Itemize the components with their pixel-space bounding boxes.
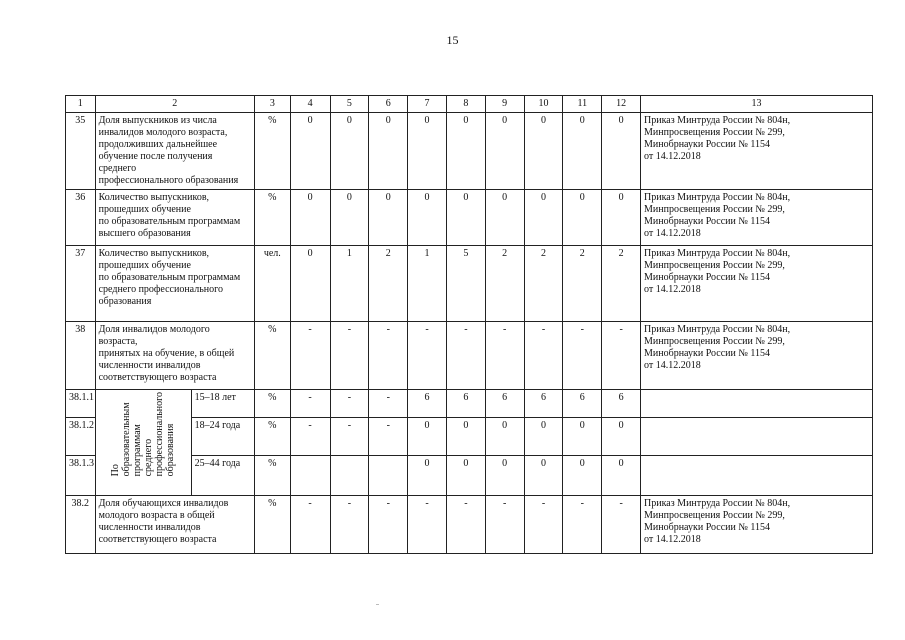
unit-cell: %	[254, 113, 290, 190]
unit-cell: %	[254, 496, 290, 554]
unit-cell: %	[254, 418, 290, 456]
header-cell: 3	[254, 96, 290, 113]
unit-cell: %	[254, 390, 290, 418]
value-cell	[369, 456, 408, 496]
value-cell: 0	[485, 190, 524, 246]
value-cell: -	[330, 418, 369, 456]
value-cell: -	[369, 390, 408, 418]
value-cell: 0	[485, 418, 524, 456]
value-cell: 0	[602, 456, 641, 496]
source-cell	[641, 418, 873, 456]
source-cell: Приказ Минтруда России № 804н, Минпросвещения России № 299, Минобрнауки России № 1154 от 14.12.2018	[641, 496, 873, 554]
indicator-label: Доля обучающихся инвалидов молодого возраста в общей численности инвалидов соответствующего возраста	[95, 496, 254, 554]
indicator-label: Доля инвалидов молодого возраста, принятых на обучение, в общей численности инвалидов соответствующего возраста	[95, 322, 254, 390]
value-cell: 0	[408, 113, 447, 190]
source-cell	[641, 390, 873, 418]
value-cell: 0	[369, 113, 408, 190]
row-number: 38.2	[66, 496, 96, 554]
value-cell	[330, 456, 369, 496]
value-cell: -	[563, 496, 602, 554]
value-cell: 2	[485, 246, 524, 322]
header-cell: 12	[602, 96, 641, 113]
source-cell: Приказ Минтруда России № 804н, Минпросвещения России № 299, Минобрнауки России № 1154 от 14.12.2018	[641, 246, 873, 322]
table-row	[66, 322, 873, 390]
indicator-label: Количество выпускников, прошедших обучение по образовательным программам среднего профессионального образования	[95, 246, 254, 322]
value-cell: 0	[446, 113, 485, 190]
value-cell: -	[369, 496, 408, 554]
subgroup-label-cell	[95, 390, 191, 496]
value-cell: 0	[330, 190, 369, 246]
value-cell: -	[485, 496, 524, 554]
value-cell: -	[408, 322, 447, 390]
value-cell: -	[602, 322, 641, 390]
indicators-table	[65, 95, 873, 554]
value-cell: -	[408, 496, 447, 554]
age-group-label: 15–18 лет	[191, 390, 254, 418]
value-cell: 0	[485, 113, 524, 190]
value-cell: -	[524, 496, 563, 554]
table-row	[66, 113, 873, 190]
value-cell: 2	[563, 246, 602, 322]
value-cell: 5	[446, 246, 485, 322]
value-cell: 0	[563, 418, 602, 456]
age-group-label: 25–44 года	[191, 456, 254, 496]
header-cell: 10	[524, 96, 563, 113]
value-cell: 0	[485, 456, 524, 496]
source-cell: Приказ Минтруда России № 804н, Минпросвещения России № 299, Минобрнауки России № 1154 от 14.12.2018	[641, 190, 873, 246]
unit-cell: %	[254, 190, 290, 246]
value-cell: 0	[408, 418, 447, 456]
value-cell: 6	[485, 390, 524, 418]
header-cell: 1	[66, 96, 96, 113]
value-cell: 0	[524, 456, 563, 496]
unit-cell: %	[254, 322, 290, 390]
value-cell: 0	[446, 190, 485, 246]
header-cell: 7	[408, 96, 447, 113]
value-cell: -	[446, 322, 485, 390]
value-cell: 0	[408, 190, 447, 246]
value-cell: -	[290, 496, 330, 554]
header-cell: 11	[563, 96, 602, 113]
value-cell: 1	[408, 246, 447, 322]
value-cell: 2	[369, 246, 408, 322]
value-cell: -	[369, 418, 408, 456]
value-cell: 0	[524, 418, 563, 456]
value-cell: -	[290, 322, 330, 390]
header-cell: 4	[290, 96, 330, 113]
value-cell: 0	[290, 246, 330, 322]
value-cell: 0	[330, 113, 369, 190]
value-cell: 1	[330, 246, 369, 322]
value-cell: 0	[290, 113, 330, 190]
value-cell: -	[446, 496, 485, 554]
value-cell: 0	[563, 456, 602, 496]
row-number: 38	[66, 322, 96, 390]
value-cell: 6	[602, 390, 641, 418]
row-number: 37	[66, 246, 96, 322]
header-cell: 2	[95, 96, 254, 113]
source-cell: Приказ Минтруда России № 804н, Минпросвещения России № 299, Минобрнауки России № 1154 от 14.12.2018	[641, 322, 873, 390]
value-cell: -	[563, 322, 602, 390]
header-cell: 5	[330, 96, 369, 113]
value-cell: 0	[369, 190, 408, 246]
header-cell: 6	[369, 96, 408, 113]
value-cell: -	[524, 322, 563, 390]
value-cell: 0	[446, 418, 485, 456]
value-cell: 0	[602, 418, 641, 456]
age-group-label: 18–24 года	[191, 418, 254, 456]
header-cell: 13	[641, 96, 873, 113]
indicator-label: Количество выпускников, прошедших обучение по образовательным программам высшего образования	[95, 190, 254, 246]
value-cell: -	[602, 496, 641, 554]
header-cell: 8	[446, 96, 485, 113]
value-cell: -	[330, 496, 369, 554]
row-number: 38.1.3	[66, 456, 96, 496]
value-cell: 6	[563, 390, 602, 418]
subgroup-label: По образовательным программам среднего профессионального образования	[110, 392, 177, 477]
scan-artifact	[376, 604, 379, 605]
row-number: 35	[66, 113, 96, 190]
value-cell: -	[369, 322, 408, 390]
table-row	[66, 390, 873, 418]
table-row	[66, 496, 873, 554]
row-number: 36	[66, 190, 96, 246]
unit-cell: чел.	[254, 246, 290, 322]
indicator-label: Доля выпускников из числа инвалидов молодого возраста, продолживших дальнейшее обучение после получения среднего профессионального образования	[95, 113, 254, 190]
value-cell: 0	[524, 190, 563, 246]
value-cell: 0	[290, 190, 330, 246]
value-cell: 2	[524, 246, 563, 322]
value-cell: 0	[563, 113, 602, 190]
value-cell: 0	[446, 456, 485, 496]
unit-cell: %	[254, 456, 290, 496]
table-row	[66, 190, 873, 246]
value-cell: 6	[408, 390, 447, 418]
value-cell: -	[290, 390, 330, 418]
value-cell: 0	[524, 113, 563, 190]
page-number: 15	[446, 33, 459, 47]
value-cell: -	[330, 322, 369, 390]
value-cell: 0	[408, 456, 447, 496]
source-cell: Приказ Минтруда России № 804н, Минпросвещения России № 299, Минобрнауки России № 1154 от 14.12.2018	[641, 113, 873, 190]
value-cell: 6	[446, 390, 485, 418]
value-cell: 6	[524, 390, 563, 418]
value-cell: 0	[602, 190, 641, 246]
value-cell: 0	[602, 113, 641, 190]
row-number: 38.1.2	[66, 418, 96, 456]
value-cell: 0	[563, 190, 602, 246]
value-cell: -	[330, 390, 369, 418]
header-cell: 9	[485, 96, 524, 113]
header-row	[66, 96, 873, 113]
source-cell	[641, 456, 873, 496]
value-cell: 2	[602, 246, 641, 322]
value-cell: -	[290, 418, 330, 456]
row-number: 38.1.1	[66, 390, 96, 418]
value-cell	[290, 456, 330, 496]
value-cell: -	[485, 322, 524, 390]
table-row	[66, 246, 873, 322]
